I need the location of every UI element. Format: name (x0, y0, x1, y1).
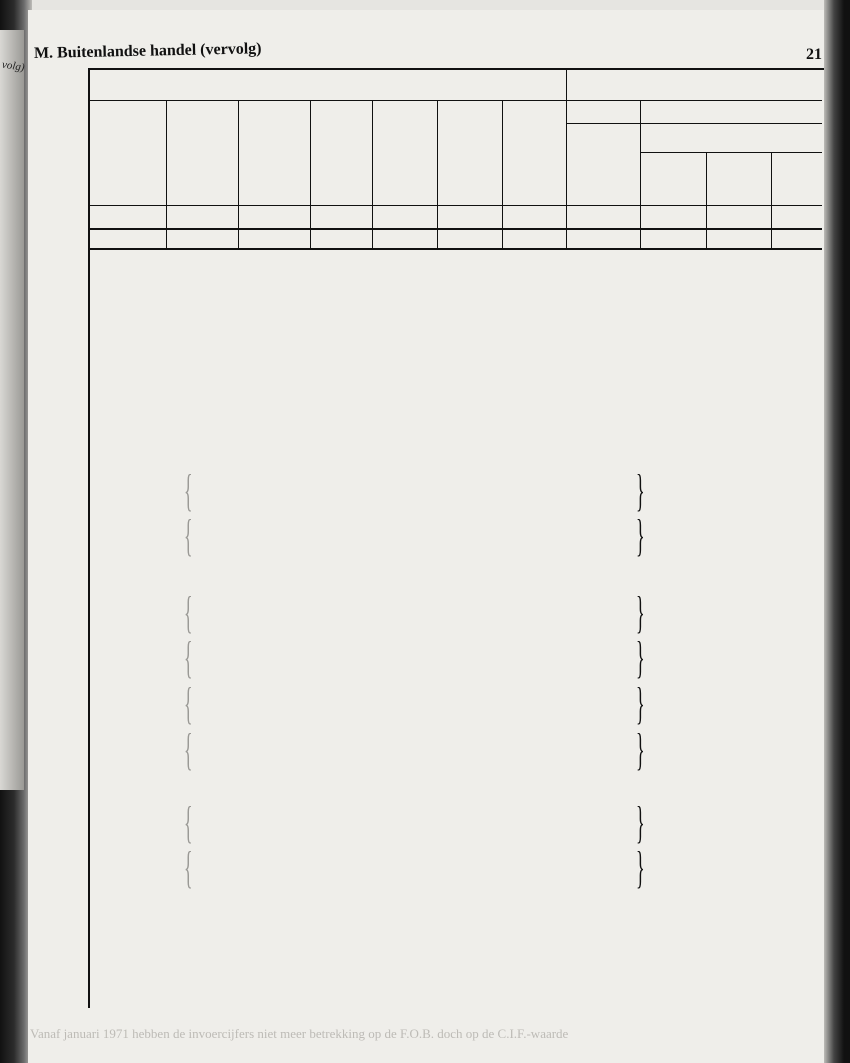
rule-v (372, 100, 373, 248)
footnote-bleed: Vanaf januari 1971 hebben de invoercijfers niet meer betrekking op de F.O.B. doch op de C.I.F.-waarde (30, 1026, 569, 1041)
rule-v (640, 100, 641, 248)
group-brace-faint: { (184, 586, 193, 638)
group-brace-faint: { (184, 796, 193, 848)
group-brace-faint: { (184, 677, 193, 729)
rule-h (88, 205, 822, 206)
page-number: 21 (806, 46, 822, 63)
group-brace: } (636, 586, 645, 638)
rule-v (166, 100, 167, 248)
table-frame (88, 68, 824, 1008)
rule-v (706, 152, 707, 248)
rule-v (238, 100, 239, 248)
rule-h (88, 228, 822, 230)
group-brace-faint: { (184, 632, 193, 683)
rule-v (437, 100, 438, 248)
facing-page-edge (0, 30, 24, 790)
rule-v (310, 100, 311, 248)
group-brace-faint: { (184, 842, 193, 893)
group-brace: } (636, 677, 645, 729)
rule-h (640, 152, 822, 153)
group-brace: } (636, 632, 645, 683)
group-brace-faint: { (184, 509, 193, 561)
rule-h (88, 248, 822, 250)
rule-h (88, 100, 822, 101)
rule-v (566, 100, 567, 248)
group-brace-faint: { (184, 723, 193, 775)
rule-h (566, 123, 822, 124)
group-brace: } (636, 842, 645, 893)
group-brace-faint: { (184, 464, 193, 516)
rule-v (566, 68, 567, 100)
group-brace: } (636, 796, 645, 848)
group-brace: } (636, 464, 645, 516)
rule-v (88, 68, 89, 1006)
group-brace: } (636, 723, 645, 775)
facing-page-text: volg) (1, 58, 26, 74)
page-edge-shadow (824, 0, 850, 1063)
rule-v (771, 152, 772, 248)
rule-v (502, 100, 503, 248)
group-brace: } (636, 509, 645, 561)
section-title: M. Buitenlandse handel (vervolg) (33, 40, 262, 62)
